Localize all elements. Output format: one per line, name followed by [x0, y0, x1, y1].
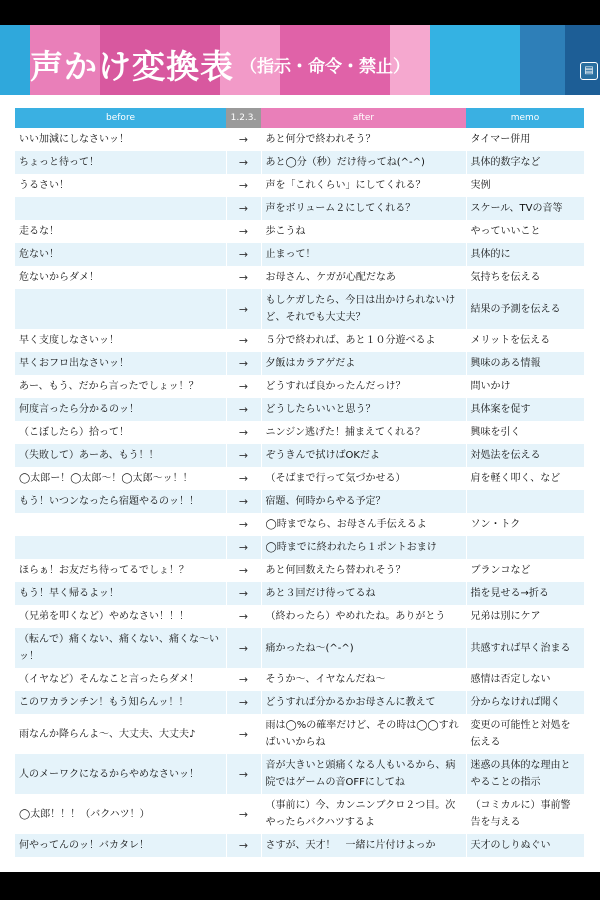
cell-memo: ソン・トク [466, 513, 584, 536]
cell-before: 何やってんのッ！バカタレ！ [15, 834, 226, 857]
cell-before: （失敗して）あーあ、もう！！ [15, 444, 226, 467]
cell-before: ◯太郎ー！◯太郎〜！◯太郎〜ッ！！ [15, 467, 226, 490]
cell-before: 早くおフロ出なさいッ！ [15, 352, 226, 375]
cell-before: このワカランチン！もう知らんッ！！ [15, 691, 226, 714]
cell-before: （転んで）痛くない、痛くない、痛くな〜いッ！ [15, 628, 226, 668]
arrow-icon: → [226, 151, 261, 174]
arrow-icon: → [226, 691, 261, 714]
cell-after: 声を「これくらい」にしてくれる？ [261, 174, 466, 197]
cell-after: 止まって！ [261, 243, 466, 266]
cell-after: （事前に）今、カンニンブクロ２つ目。次やったらバクハツするよ [261, 794, 466, 834]
conversion-table [15, 108, 585, 857]
arrow-icon: → [226, 375, 261, 398]
cell-after: あと◯分（秒）だけ待ってね(^-^) [261, 151, 466, 174]
cell-before [15, 536, 226, 559]
arrow-icon: → [226, 289, 261, 329]
cell-after: どうすれば良かったんだっけ？ [261, 375, 466, 398]
table-header-row [15, 108, 584, 128]
table-row [15, 714, 584, 754]
table-row [15, 605, 584, 628]
arrow-icon: → [226, 467, 261, 490]
header-steps: 1.2.3. [226, 108, 261, 128]
arrow-icon: → [226, 197, 261, 220]
cell-after: そうか〜、イヤなんだね〜 [261, 668, 466, 691]
table-row [15, 582, 584, 605]
top-black-bar [0, 0, 600, 25]
cell-before: 人のメーワクになるからやめなさいッ！ [15, 754, 226, 794]
arrow-icon: → [226, 714, 261, 754]
cell-memo: 問いかけ [466, 375, 584, 398]
cell-memo: 気持ちを伝える [466, 266, 584, 289]
table-row [15, 794, 584, 834]
page-title [30, 39, 410, 89]
cell-after: あと何回数えたら替われそう？ [261, 559, 466, 582]
cell-memo: 実例 [466, 174, 584, 197]
title-main: 声かけ変換表 [30, 46, 234, 86]
cell-after: お母さん、ケガが心配だなあ [261, 266, 466, 289]
arrow-icon: → [226, 536, 261, 559]
table-row [15, 220, 584, 243]
cell-memo: 具体的数字など [466, 151, 584, 174]
cell-memo: ブランコなど [466, 559, 584, 582]
arrow-icon: → [226, 582, 261, 605]
cell-after: 声をボリューム２にしてくれる？ [261, 197, 466, 220]
cell-after: もしケガしたら、今日は出かけられないけど、それでも大丈夫？ [261, 289, 466, 329]
table-row [15, 536, 584, 559]
cell-before: 雨なんか降らんよ〜、大丈夫、大丈夫♪ [15, 714, 226, 754]
table-row [15, 444, 584, 467]
cell-after: どうすれば分かるかお母さんに教えて [261, 691, 466, 714]
table-row [15, 754, 584, 794]
cell-memo: 具体案を促す [466, 398, 584, 421]
cell-memo: 肩を軽く叩く、など [466, 467, 584, 490]
cell-after: さすが、天才！ 一緒に片付けよっか [261, 834, 466, 857]
cell-before: 何度言ったら分かるのッ！ [15, 398, 226, 421]
table-row [15, 834, 584, 857]
cell-memo [466, 490, 584, 513]
arrow-icon: → [226, 174, 261, 197]
cell-after: ◯時までなら、お母さん手伝えるよ [261, 513, 466, 536]
arrow-icon: → [226, 794, 261, 834]
cell-before: いい加減にしなさいッ！ [15, 128, 226, 151]
header-after: after [261, 108, 466, 128]
cell-before [15, 289, 226, 329]
table-row [15, 128, 584, 151]
cell-before [15, 197, 226, 220]
cell-memo: 興味を引く [466, 421, 584, 444]
arrow-icon: → [226, 628, 261, 668]
cell-after: 歩こうね [261, 220, 466, 243]
cell-after: （そばまで行って気づかせる） [261, 467, 466, 490]
cell-after: 宿題、何時からやる予定？ [261, 490, 466, 513]
cell-before: 早く支度しなさいッ！ [15, 329, 226, 352]
arrow-icon: → [226, 398, 261, 421]
table-row [15, 266, 584, 289]
arrow-icon: → [226, 329, 261, 352]
cell-before: （こぼしたら）拾って！ [15, 421, 226, 444]
cell-memo: 天才のしりぬぐい [466, 834, 584, 857]
cell-memo: 分からなければ聞く [466, 691, 584, 714]
cell-before: 走るな！ [15, 220, 226, 243]
cell-before: （イヤなど）そんなこと言ったらダメ！ [15, 668, 226, 691]
cell-memo: 対処法を伝える [466, 444, 584, 467]
cell-before: 危ないからダメ！ [15, 266, 226, 289]
table-row [15, 421, 584, 444]
title-banner [0, 25, 600, 95]
header-before: before [15, 108, 226, 128]
table-row [15, 467, 584, 490]
table-row [15, 559, 584, 582]
table-row [15, 691, 584, 714]
cell-before: うるさい！ [15, 174, 226, 197]
table-row [15, 628, 584, 668]
cell-before: （兄弟を叩くなど）やめなさい！！！ [15, 605, 226, 628]
cell-memo: 兄弟は別にケア [466, 605, 584, 628]
cell-after: あと３回だけ待ってるね [261, 582, 466, 605]
cell-before: もう！早く帰るよッ！ [15, 582, 226, 605]
cell-memo [466, 536, 584, 559]
title-sub: （指示・命令・禁止） [240, 56, 410, 77]
table-row [15, 197, 584, 220]
cell-memo: 具体的に [466, 243, 584, 266]
arrow-icon: → [226, 490, 261, 513]
arrow-icon: → [226, 605, 261, 628]
cell-after: ぞうきんで拭けばOKだよ [261, 444, 466, 467]
cell-memo: 感情は否定しない [466, 668, 584, 691]
table-row [15, 375, 584, 398]
arrow-icon: → [226, 668, 261, 691]
arrow-icon: → [226, 754, 261, 794]
arrow-icon: → [226, 513, 261, 536]
arrow-icon: → [226, 834, 261, 857]
table-row [15, 490, 584, 513]
cell-before: もう！いつンなったら宿題やるのッ！！ [15, 490, 226, 513]
cell-after: 痛かったね〜(^-^) [261, 628, 466, 668]
cell-before: ちょっと待って！ [15, 151, 226, 174]
cell-after: ◯時までに終われたら１ポントおまけ [261, 536, 466, 559]
cell-after: （終わったら）やめれたね。ありがとう [261, 605, 466, 628]
cell-memo: やっていいこと [466, 220, 584, 243]
cell-memo: （コミカルに）事前警告を与える [466, 794, 584, 834]
table-row [15, 668, 584, 691]
cell-memo: 指を見せる→折る [466, 582, 584, 605]
cell-memo: 変更の可能性と対処を伝える [466, 714, 584, 754]
cell-memo: 共感すれば早く治まる [466, 628, 584, 668]
cell-before: ◯太郎！！！（バクハツ！） [15, 794, 226, 834]
cell-memo: 結果の予測を伝える [466, 289, 584, 329]
arrow-icon: → [226, 559, 261, 582]
table-row [15, 513, 584, 536]
cell-before [15, 513, 226, 536]
cell-after: 夕飯はカラアゲだよ [261, 352, 466, 375]
cell-after: ニンジン逃げた！捕まえてくれる？ [261, 421, 466, 444]
cell-before: 危ない！ [15, 243, 226, 266]
arrow-icon: → [226, 243, 261, 266]
cell-before: あー、もう、だから言ったでしょッ！？ [15, 375, 226, 398]
menu-icon[interactable]: ▤ [580, 62, 598, 80]
table-row [15, 398, 584, 421]
cell-after: 雨は◯%の確率だけど、その時は◯◯すればいいからね [261, 714, 466, 754]
table-row [15, 352, 584, 375]
cell-memo: スケール、TVの音等 [466, 197, 584, 220]
arrow-icon: → [226, 266, 261, 289]
cell-after: 音が大きいと頭痛くなる人もいるから、病院ではゲームの音OFFにしてね [261, 754, 466, 794]
table-row [15, 289, 584, 329]
cell-after: どうしたらいいと思う？ [261, 398, 466, 421]
header-memo: memo [466, 108, 584, 128]
cell-memo: 迷惑の具体的な理由とやることの指示 [466, 754, 584, 794]
table-row [15, 243, 584, 266]
arrow-icon: → [226, 352, 261, 375]
bottom-black-bar [0, 872, 600, 900]
cell-after: ５分で終われば、あと１０分遊べるよ [261, 329, 466, 352]
cell-memo: 興味のある情報 [466, 352, 584, 375]
arrow-icon: → [226, 128, 261, 151]
arrow-icon: → [226, 444, 261, 467]
arrow-icon: → [226, 421, 261, 444]
table-row [15, 174, 584, 197]
table-row [15, 151, 584, 174]
cell-before: ほらぁ！お友だち待ってるでしょ！？ [15, 559, 226, 582]
cell-memo: タイマー併用 [466, 128, 584, 151]
cell-memo: メリットを伝える [466, 329, 584, 352]
arrow-icon: → [226, 220, 261, 243]
cell-after: あと何分で終われそう？ [261, 128, 466, 151]
table-row [15, 329, 584, 352]
